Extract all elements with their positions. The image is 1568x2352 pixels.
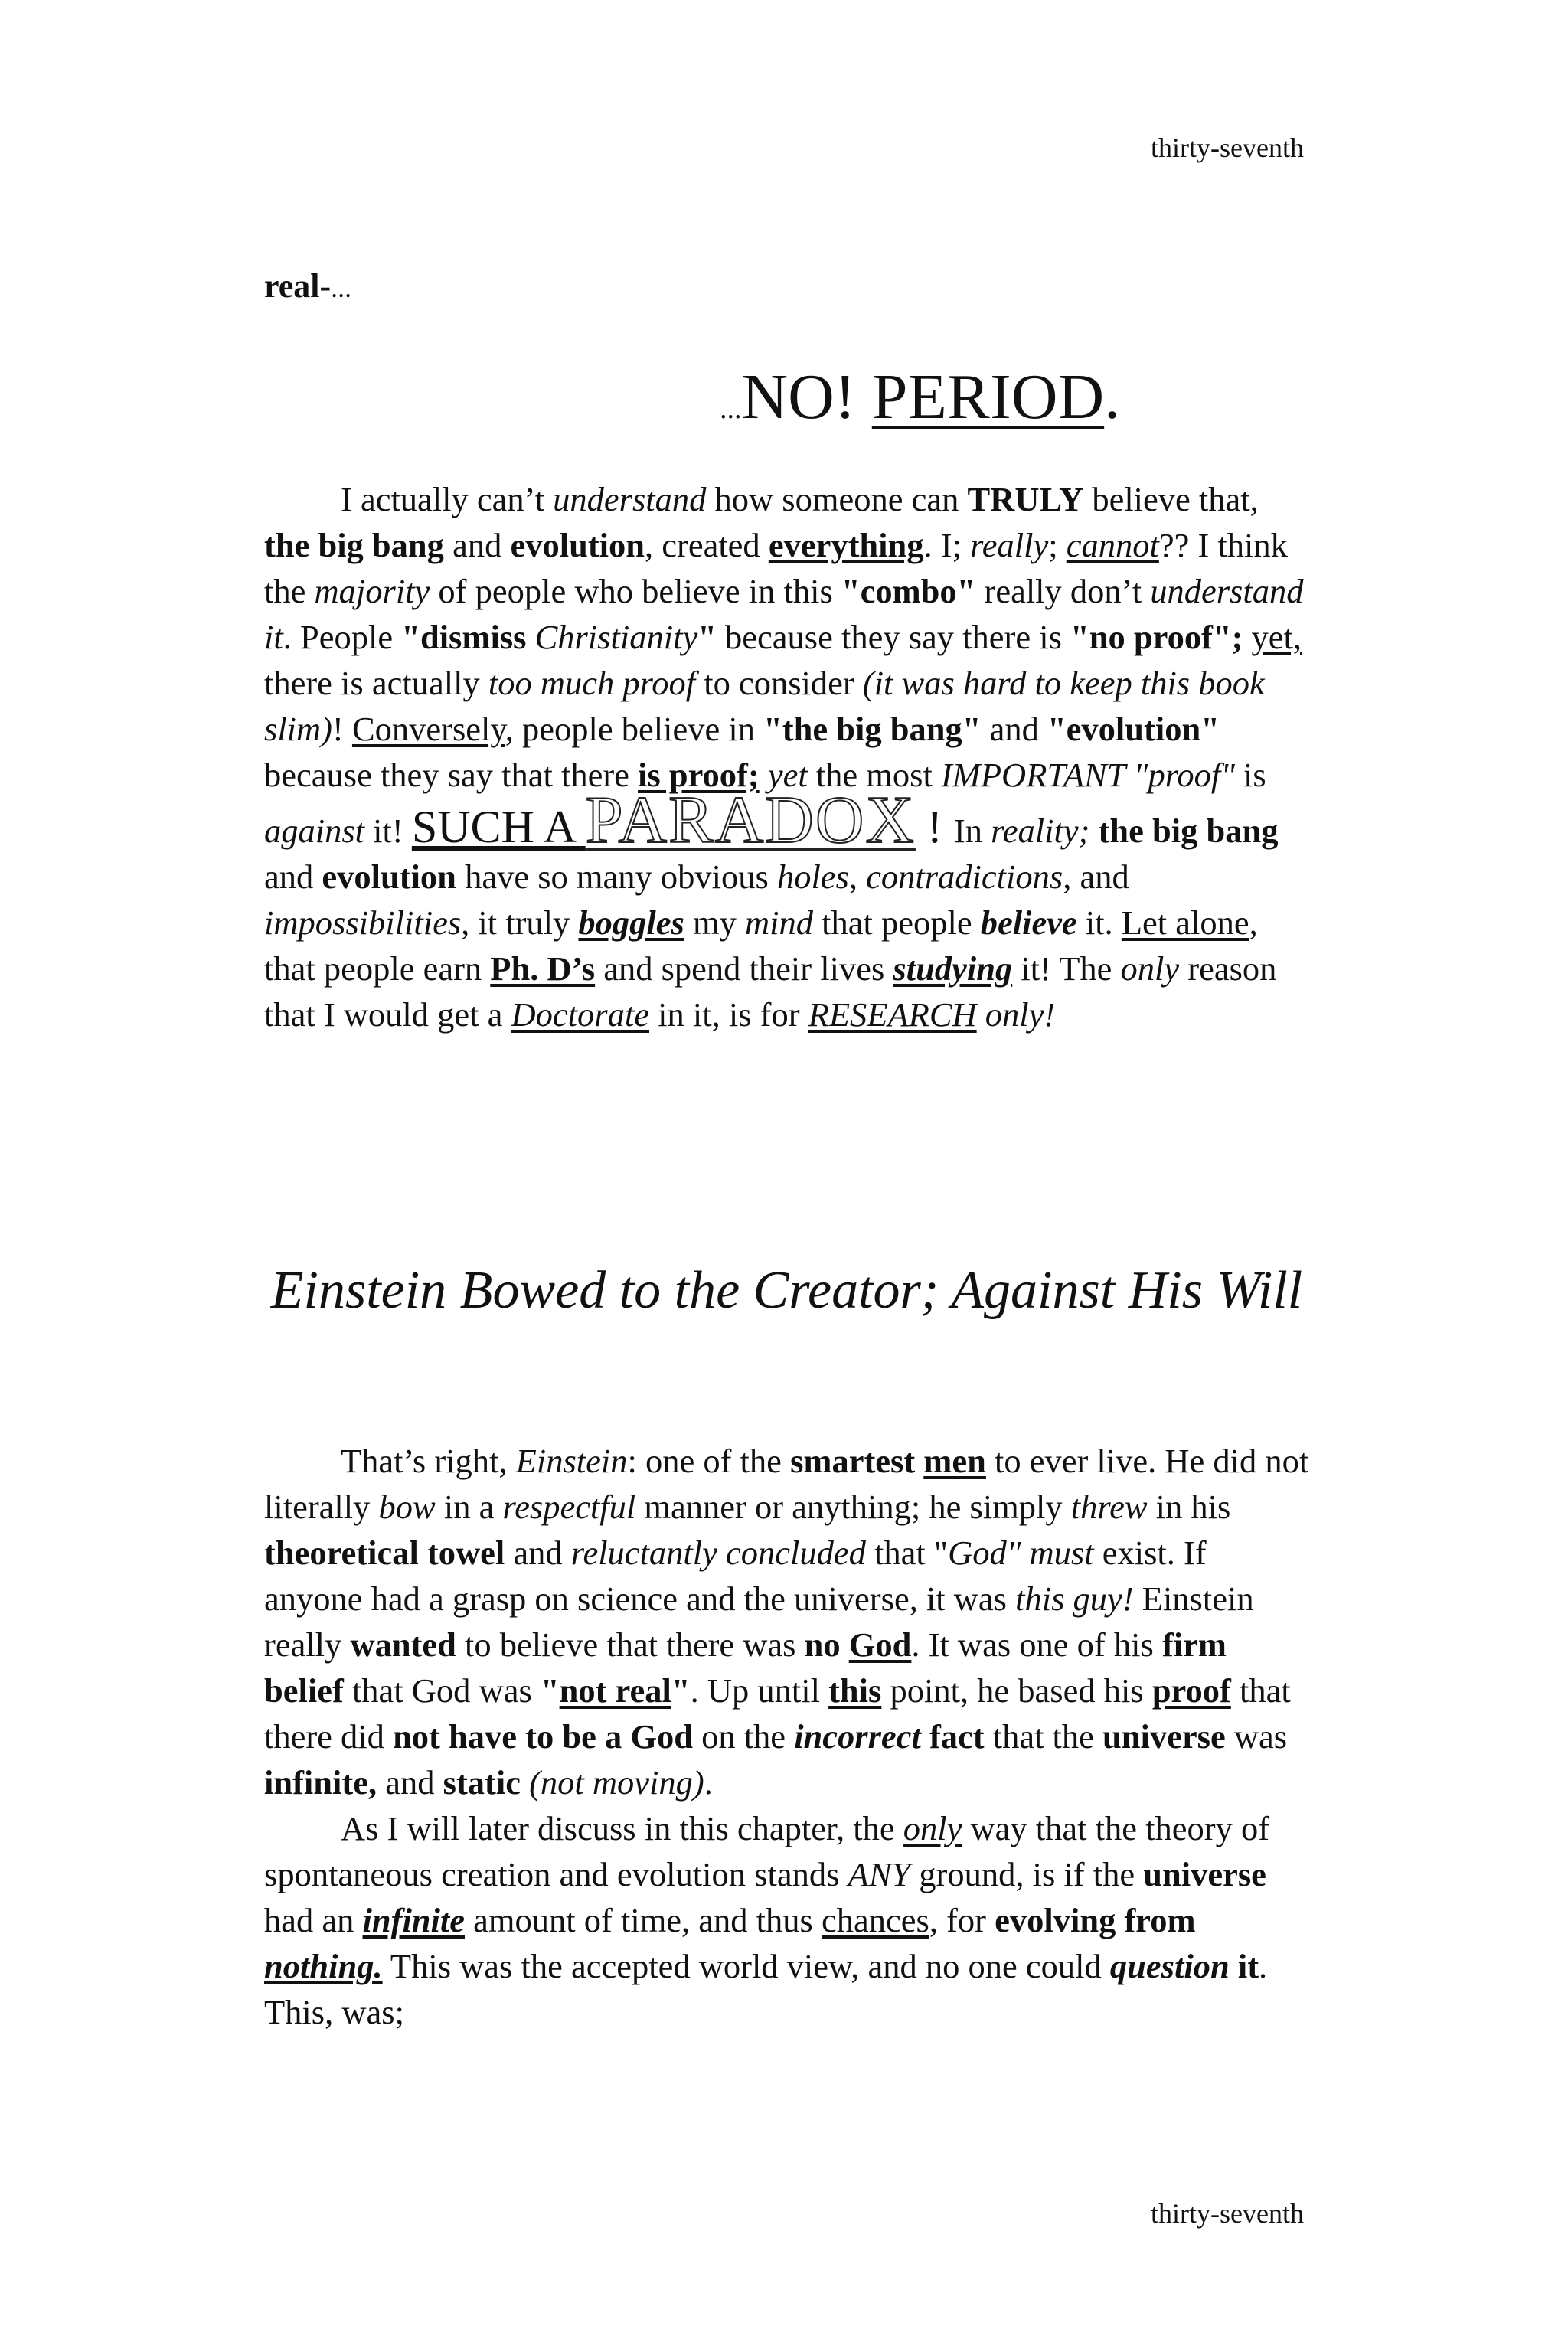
text-run: to believe that there was <box>456 1625 805 1664</box>
text-run: ; <box>1048 526 1067 564</box>
text-run: , created <box>645 526 769 564</box>
text-run: evolution <box>510 526 645 564</box>
callout-dot: . <box>1104 361 1121 433</box>
text-run: that God was <box>343 1671 541 1710</box>
text-run: no <box>804 1625 849 1664</box>
text-run: in his <box>1147 1488 1231 1526</box>
text-run: really don’t <box>975 572 1151 610</box>
text-run: way that the theory of spontaneous creation and evolution stands <box>264 1809 1270 1893</box>
text-run: , for <box>929 1901 995 1939</box>
text-run: I actually can’t <box>341 480 554 518</box>
text-run: how someone can <box>706 480 968 518</box>
text-run: not have to be a God <box>393 1717 693 1756</box>
text-run: , people believe in <box>505 710 764 748</box>
text-run: that people <box>812 903 981 942</box>
text-run: . I; <box>923 526 971 564</box>
text-run: manner or anything; he simply <box>635 1488 1071 1526</box>
text-run: "dismiss <box>401 618 535 656</box>
text-run: on the <box>692 1717 795 1756</box>
text-run: "the big bang" <box>763 710 982 748</box>
text-run: believe that, <box>1083 480 1259 518</box>
text-run: contradictions <box>866 858 1063 896</box>
einstein-section-body <box>264 1438 1309 2035</box>
text-run: everything <box>768 526 924 564</box>
text-run: , it truly <box>461 903 579 942</box>
text-run <box>1089 812 1098 850</box>
text-run: it! <box>364 812 412 850</box>
text-run <box>1243 618 1251 656</box>
text-run <box>921 1717 929 1756</box>
text-run: understand it <box>264 572 1304 656</box>
section-heading: Einstein Bowed to the Creator; Against His Will <box>270 1261 1303 1320</box>
text-run: my <box>684 903 745 942</box>
text-run: RESEARCH <box>808 995 977 1034</box>
text-run: That’s right, <box>341 1442 516 1480</box>
text-run: that there did <box>264 1671 1291 1756</box>
text-run: Conversely <box>351 710 505 748</box>
text-run: amount of time, and thus <box>465 1901 822 1939</box>
text-run: really <box>970 526 1049 564</box>
text-run: the big bang <box>1098 812 1279 850</box>
text-run: to consider <box>695 664 863 702</box>
text-run: ! <box>915 802 954 852</box>
text-run <box>977 995 985 1034</box>
text-run: mind <box>744 903 813 942</box>
text-run: God <box>848 1625 912 1664</box>
lead-word <box>264 266 351 305</box>
text-run: theoretical towel <box>264 1534 505 1572</box>
text-run: . This, was; <box>264 1947 1268 2031</box>
text-run: : one of the <box>627 1442 791 1480</box>
text-run: have so many obvious <box>456 858 777 896</box>
text-run: SUCH A <box>411 802 586 852</box>
text-run: reality; <box>991 812 1090 850</box>
text-run: ground, is if the <box>910 1855 1144 1893</box>
text-run: was <box>1225 1717 1288 1756</box>
text-run: wanted <box>350 1625 456 1664</box>
text-run: exist. If anyone had a grasp on science and the universe, it was <box>264 1534 1207 1618</box>
text-run: incorrect <box>794 1717 921 1756</box>
text-run: had an <box>264 1901 363 1939</box>
text-run: ! <box>332 710 352 748</box>
text-run: holes <box>776 858 849 896</box>
text-run: "no proof"; <box>1070 618 1243 656</box>
lead-word-text: real- <box>264 267 332 305</box>
text-run: this guy! <box>1015 1579 1134 1618</box>
text-run: impossibilities <box>264 903 462 942</box>
text-run: Doctorate <box>511 995 649 1034</box>
text-run <box>915 1442 923 1480</box>
paragraph-einstein <box>264 1438 1309 1805</box>
text-run: bow <box>378 1488 436 1526</box>
text-run: evolving from <box>995 1901 1196 1939</box>
text-run: (it was hard to keep this book slim) <box>264 664 1265 748</box>
page-footer: thirty-seventh <box>1151 2198 1304 2229</box>
text-run: infinite, <box>264 1763 377 1802</box>
text-run: against <box>264 812 365 850</box>
text-run: is <box>1234 756 1266 794</box>
text-run: cannot <box>1066 526 1159 564</box>
paragraph-infinite-time <box>264 1805 1309 2035</box>
text-run: Einstein <box>515 1442 628 1480</box>
text-run: , and <box>1063 858 1129 896</box>
text-run: God" must <box>948 1534 1094 1572</box>
text-run: firm belief <box>264 1625 1227 1710</box>
text-run: and <box>377 1763 443 1802</box>
text-run: only <box>1120 949 1180 988</box>
text-run: " <box>697 618 717 656</box>
text-run: This was the accepted world view, and no one could <box>382 1947 1110 1985</box>
text-run: Let alone <box>1121 903 1250 942</box>
text-run: only! <box>985 995 1056 1034</box>
text-run: studying <box>893 949 1013 988</box>
text-run: that " <box>865 1534 949 1572</box>
text-run: it! The <box>1012 949 1121 988</box>
text-run: As I will later discuss in this chapter, the <box>341 1809 903 1847</box>
text-run: to ever live. He did not literally <box>264 1442 1309 1526</box>
text-run: understand <box>553 480 707 518</box>
text-run: reluctantly concluded <box>570 1534 866 1572</box>
lead-ellipsis: ... <box>331 273 352 303</box>
text-run: , <box>848 858 867 896</box>
text-run: it <box>1237 1947 1259 1985</box>
text-run <box>521 1763 529 1802</box>
text-run: " <box>540 1671 560 1710</box>
text-run: universe <box>1102 1717 1226 1756</box>
text-run: and <box>264 858 322 896</box>
text-run: proof <box>1152 1671 1231 1710</box>
text-run: and <box>981 710 1047 748</box>
text-run: . It was one of his <box>911 1625 1162 1664</box>
text-run: In <box>953 812 991 850</box>
callout-ellipsis: ... <box>720 393 742 425</box>
text-run: reason that I would get a <box>264 949 1277 1034</box>
text-run: question <box>1109 1947 1230 1985</box>
text-run: the big bang <box>264 526 444 564</box>
text-run: . Up until <box>690 1671 829 1710</box>
text-run: too much proof <box>488 664 696 702</box>
text-run: evolution <box>322 858 456 896</box>
text-run: because they say that there <box>264 756 639 794</box>
text-run: yet <box>767 756 808 794</box>
text-run: the most <box>807 756 941 794</box>
text-run: static <box>443 1763 521 1802</box>
text-run: men <box>923 1442 986 1480</box>
text-run: in a <box>435 1488 503 1526</box>
text-run: , that people earn <box>264 903 1258 988</box>
text-run: only <box>903 1809 962 1847</box>
paragraph-text <box>264 476 1309 1037</box>
text-run <box>1230 1947 1238 1985</box>
text-run: this <box>828 1671 882 1710</box>
text-run: "evolution" <box>1047 710 1220 748</box>
paradox-outline-word: PARADOX <box>585 783 916 858</box>
text-run: majority <box>314 572 430 610</box>
text-run: and spend their lives <box>595 949 893 988</box>
text-run: (not moving) <box>529 1763 704 1802</box>
text-run: fact <box>929 1717 985 1756</box>
text-run: in it, is for <box>648 995 808 1034</box>
text-run: Ph. D’s <box>490 949 596 988</box>
text-run: . <box>704 1763 713 1802</box>
text-run: yet, <box>1251 618 1302 656</box>
text-run: not real <box>559 1671 671 1710</box>
text-run: "combo" <box>841 572 976 610</box>
text-run: . People <box>283 618 402 656</box>
text-run: nothing. <box>264 1947 383 1985</box>
paragraph-big-bang <box>264 476 1309 1037</box>
callout-no: NO! <box>741 361 856 433</box>
text-run: because they say there is <box>716 618 1071 656</box>
text-run: Einstein really <box>264 1579 1254 1664</box>
text-run: respectful <box>502 1488 636 1526</box>
text-run: universe <box>1143 1855 1266 1893</box>
text-run: smartest <box>790 1442 916 1480</box>
text-run: ?? I think the <box>264 526 1288 610</box>
page-header: thirty-seventh <box>1151 132 1304 163</box>
text-run: boggles <box>578 903 684 942</box>
text-run: TRULY <box>967 480 1084 518</box>
text-run: there is actually <box>264 664 488 702</box>
text-run: believe <box>980 903 1077 942</box>
text-run: chances <box>822 1901 929 1939</box>
callout-period: PERIOD <box>871 361 1105 433</box>
text-run: infinite <box>362 1901 466 1939</box>
text-run: that the <box>984 1717 1103 1756</box>
text-run: ANY <box>848 1855 911 1893</box>
text-run: and <box>443 526 511 564</box>
text-run: " <box>671 1671 691 1710</box>
text-run: of people who believe in this <box>430 572 841 610</box>
text-run: it. <box>1076 903 1122 942</box>
text-run: threw <box>1070 1488 1148 1526</box>
text-run: Christianity <box>534 618 698 656</box>
text-run: is proof; <box>638 756 760 794</box>
no-period-callout <box>720 360 1120 434</box>
text-run: IMPORTANT "proof" <box>940 756 1235 794</box>
text-run: point, he based his <box>881 1671 1152 1710</box>
text-run: and <box>505 1534 571 1572</box>
